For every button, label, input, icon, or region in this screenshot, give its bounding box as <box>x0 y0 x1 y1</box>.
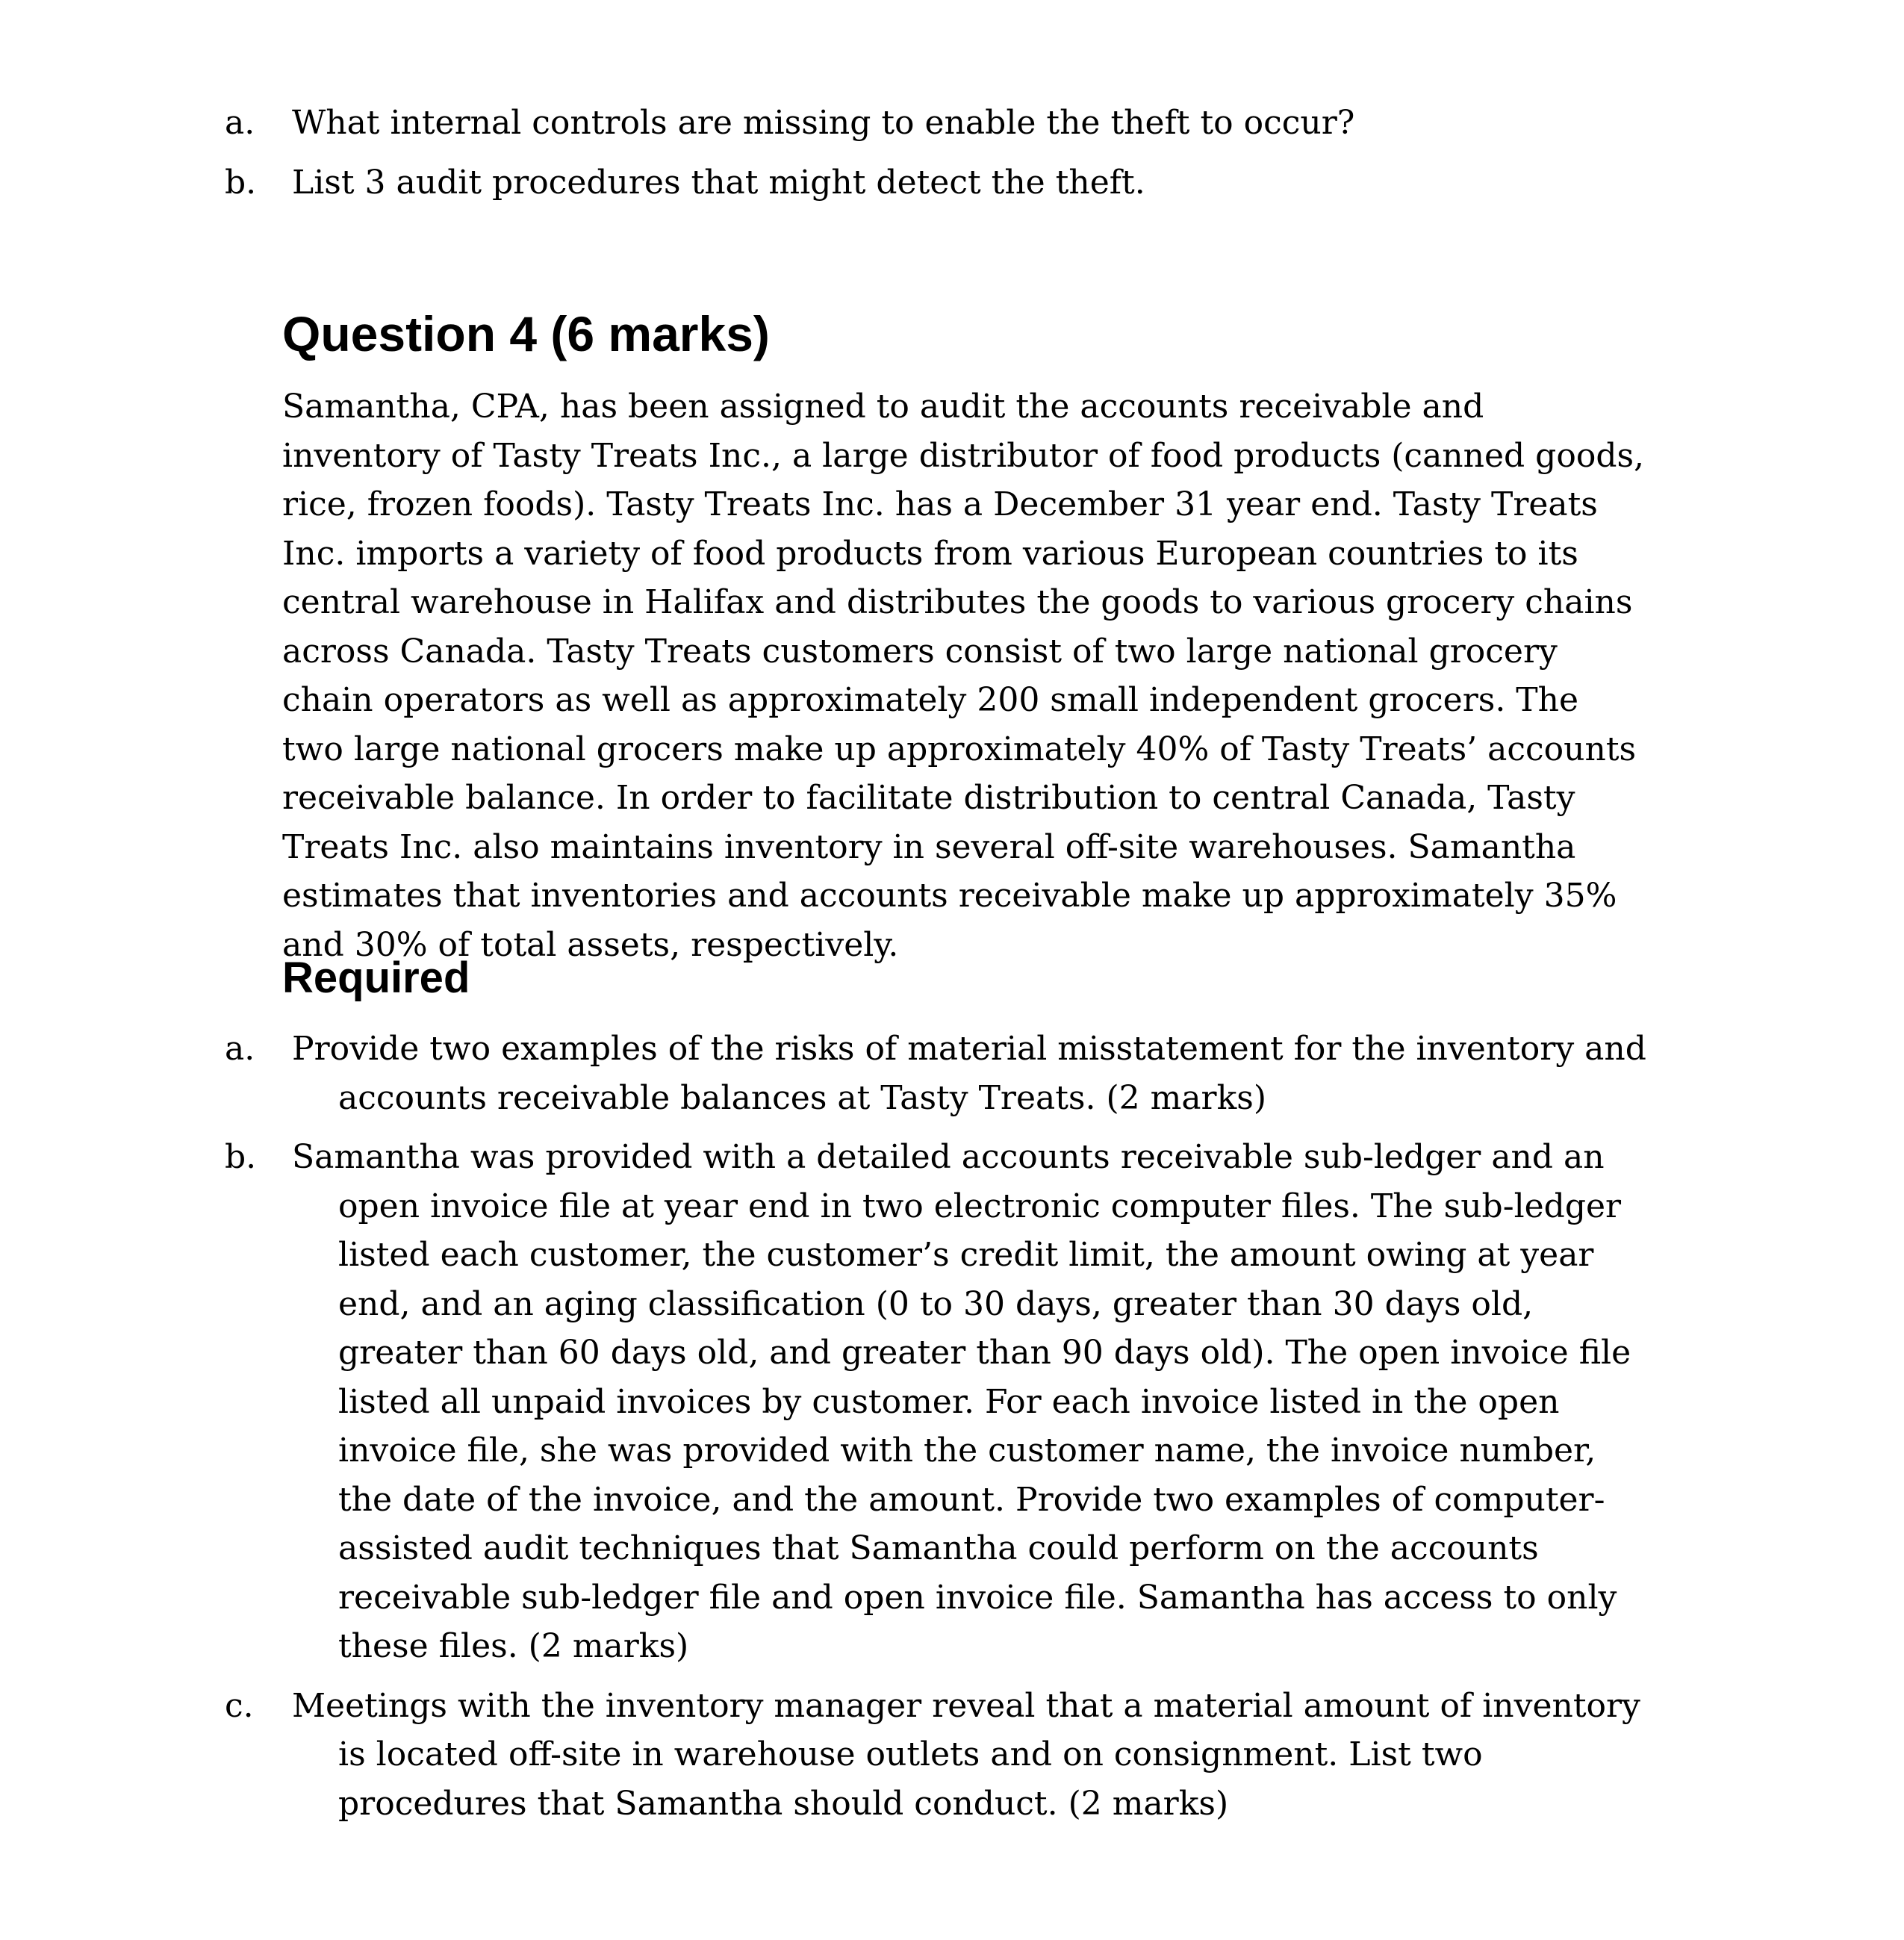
previous-question-parts <box>225 99 1652 207</box>
required-list <box>225 1025 1652 1828</box>
list-item: c. Meetings with the inventory manager reveal that a material amount of inventory is located off-site in warehouse outlets and on consignment. List two procedures that Samantha should conduct. (2 marks) <box>225 1686 1640 1823</box>
required-heading: Required <box>282 954 470 1002</box>
list-item: b. Samantha was provided with a detailed accounts receivable sub-ledger and an open invoice file at year end in two electronic computer files. The sub-ledger listed each customer, the customer’s credit limit, the amount owing at year end, and an aging classification (0 to 30 days, greater than 30 days old, greater than 60 days old, and greater than 90 days old). The open invoice file listed all unpaid invoices by customer. For each invoice listed in the open invoice file, she was provided with the customer name, the invoice number, the date of the invoice, and the amount. Provide two examples of computer-assisted audit techniques that Samantha could perform on the accounts receivable sub-ledger file and open invoice file. Samantha has access to only these files. (2 marks) <box>225 1138 1631 1665</box>
item-text: What internal controls are missing to enable the theft to occur? <box>292 104 1355 142</box>
item-text: Samantha was provided with a detailed accounts receivable sub-ledger and an open invoice file at year end in two electronic computer files. The sub-ledger listed each customer, the customer’s credit limit, the amount owing at year end, and an aging classification (0 to 30 days, greater than 30 days old, greater than 60 days old, and greater than 90 days old). The open invoice file listed all unpaid invoices by customer. For each invoice listed in the open invoice file, she was provided with the customer name, the invoice number, the date of the invoice, and the amount. Provide two examples of computer-assisted audit techniques that Samantha could perform on the accounts receivable sub-ledger file and open invoice file. Samantha has access to only these files. (2 marks) <box>292 1138 1631 1665</box>
question-heading: Question 4 (6 marks) <box>282 306 770 361</box>
list-item: b. List 3 audit procedures that might detect the theft. <box>225 163 1145 202</box>
item-text: Provide two examples of the risks of material misstatement for the inventory and accounts receivable balances at Tasty Treats. (2 marks) <box>292 1030 1646 1117</box>
list-item: a. What internal controls are missing to enable the theft to occur? <box>225 104 1355 142</box>
item-text: Meetings with the inventory manager reveal that a material amount of inventory is located off-site in warehouse outlets and on consignment. List two procedures that Samantha should conduct. (2 marks) <box>292 1686 1640 1823</box>
list-item: a. Provide two examples of the risks of material misstatement for the inventory and accounts receivable balances at Tasty Treats. (2 marks) <box>225 1030 1646 1117</box>
question-paragraph: Samantha, CPA, has been assigned to audit the accounts receivable and inventory of Tasty Treats Inc., a large distributor of food products (canned goods, rice, frozen foods). Tasty Treats Inc. has a December 31 year end. Tasty Treats Inc. imports a variety of food products from various European countries to its central warehouse in Halifax and distributes the goods to various grocery chains across Canada. Tasty Treats customers consist of two large national grocery chain operators as well as approximately 200 small independent grocers. The two large national grocers make up approximately 40% of Tasty Treats’ accounts receivable balance. In order to facilitate distribution to central Canada, Tasty Treats Inc. also maintains inventory in several off-site warehouses. Samantha estimates that inventories and accounts receivable make up approximately 35% and 30% of total assets, respectively. <box>282 388 1645 964</box>
item-text: List 3 audit procedures that might detect the theft. <box>292 163 1145 202</box>
